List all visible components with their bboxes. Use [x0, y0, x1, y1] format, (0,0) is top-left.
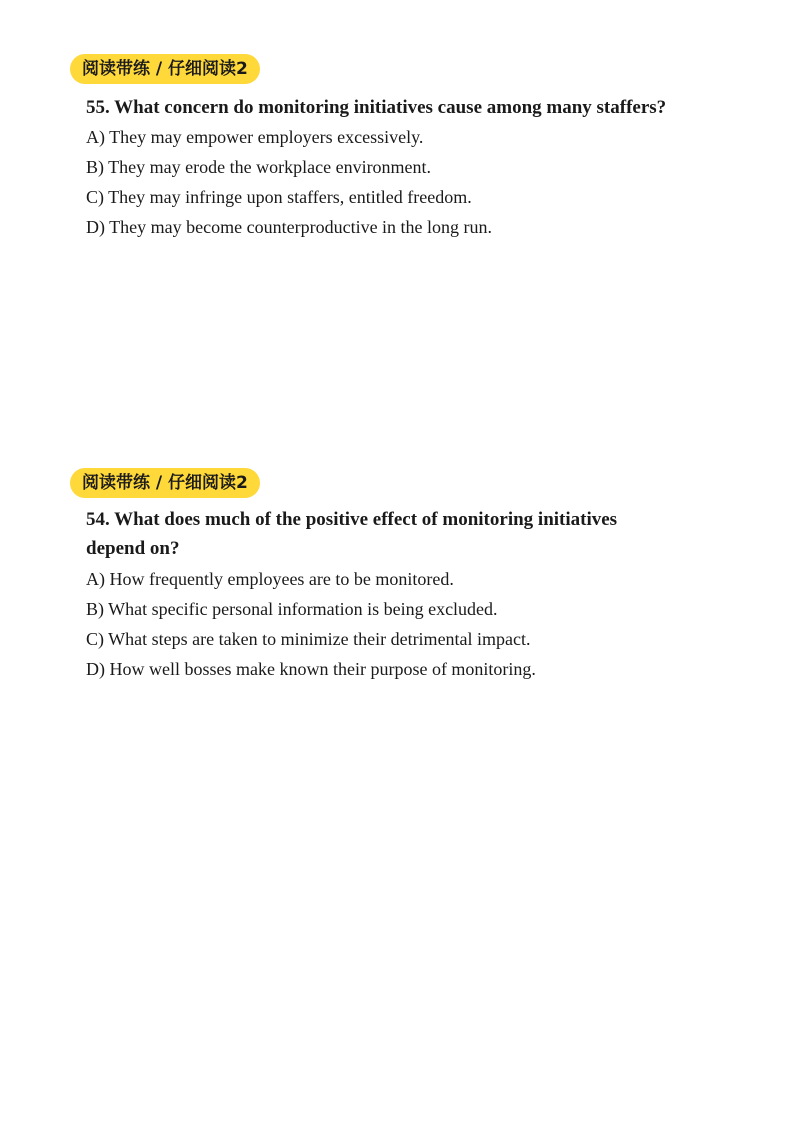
- question-text: 55. What concern do monitoring initiatives cause among many staffers?: [86, 97, 667, 118]
- option-b: B) What specific personal information is being excluded.: [86, 599, 498, 619]
- option-a: A) They may empower employers excessively.: [86, 127, 424, 147]
- option-c: C) What steps are taken to minimize their detrimental impact.: [86, 629, 531, 649]
- question-text: 54. What does much of the positive effect of monitoring initiatives depend on?: [86, 509, 618, 559]
- option-b: B) They may erode the workplace environment.: [86, 157, 432, 177]
- section-tag: 阅读带练 / 仔细阅读2: [70, 468, 260, 498]
- options-list: [86, 564, 746, 684]
- option-d: D) They may become counterproductive in the long run.: [86, 217, 493, 237]
- option-c: C) They may infringe upon staffers, entitled freedom.: [86, 187, 472, 207]
- option-a: A) How frequently employees are to be monitored.: [86, 569, 454, 589]
- section-tag: 阅读带练 / 仔细阅读2: [70, 54, 260, 84]
- options-list: [86, 122, 746, 242]
- option-d: D) How well bosses make known their purpose of monitoring.: [86, 659, 536, 679]
